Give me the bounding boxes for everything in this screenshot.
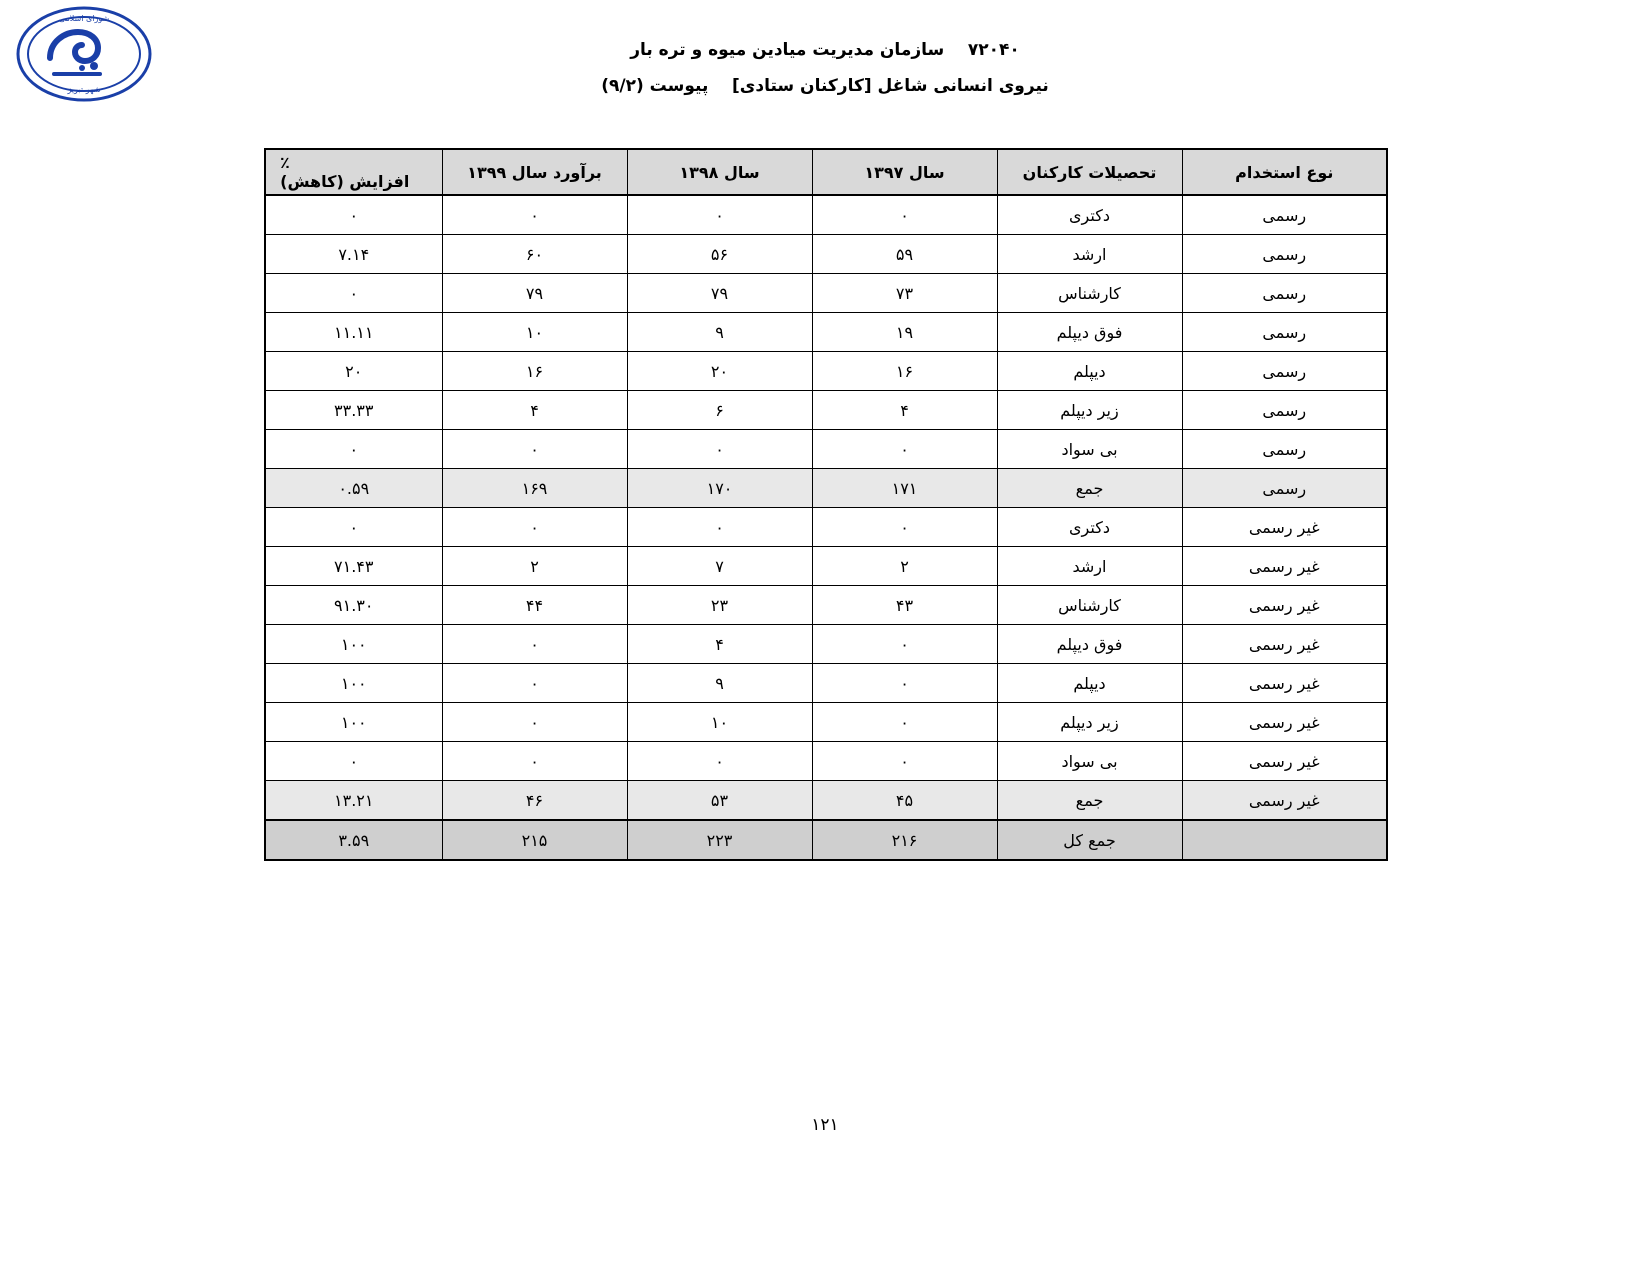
cell-change: ۱۰۰ xyxy=(265,703,442,742)
cell-employment-type: رسمی xyxy=(1182,313,1387,352)
cell-year-1397: ۷۳ xyxy=(812,274,997,313)
table-row xyxy=(265,430,1387,469)
cell-employment-type: رسمی xyxy=(1182,235,1387,274)
cell-employment-type: رسمی xyxy=(1182,274,1387,313)
cell-education: جمع xyxy=(997,469,1182,508)
cell-change: ۰ xyxy=(265,274,442,313)
cell-year-1397: ۰ xyxy=(812,508,997,547)
cell-year-1399: ۴۴ xyxy=(442,586,627,625)
cell-change: ۲۰ xyxy=(265,352,442,391)
cell-year-1398: ۰ xyxy=(627,195,812,235)
cell-education: فوق دیپلم xyxy=(997,313,1182,352)
cell-year-1397: ۴۳ xyxy=(812,586,997,625)
staff-table-container xyxy=(266,148,1388,861)
cell-change: ۷.۱۴ xyxy=(265,235,442,274)
cell-change: ۹۱.۳۰ xyxy=(265,586,442,625)
cell-education: جمع xyxy=(997,781,1182,821)
cell-year-1399: ۰ xyxy=(442,625,627,664)
cell-year-1397: ۲ xyxy=(812,547,997,586)
table-row xyxy=(265,781,1387,821)
cell-year-1398: ۵۶ xyxy=(627,235,812,274)
cell-year-1399: ۰ xyxy=(442,703,627,742)
cell-change: ۱۰۰ xyxy=(265,664,442,703)
header-org-line: ۷۲۰۴۰ سازمان مدیریت میادین میوه و تره بار xyxy=(630,40,1020,60)
cell-year-1397: ۰ xyxy=(812,703,997,742)
table-row xyxy=(265,469,1387,508)
cell-change: ۱۱.۱۱ xyxy=(265,313,442,352)
table-row xyxy=(265,391,1387,430)
cell-education: جمع کل xyxy=(997,820,1182,860)
cell-education: دیپلم xyxy=(997,352,1182,391)
cell-year-1398: ۰ xyxy=(627,430,812,469)
cell-year-1397: ۰ xyxy=(812,430,997,469)
cell-year-1398: ۹ xyxy=(627,313,812,352)
cell-year-1398: ۴ xyxy=(627,625,812,664)
cell-employment-type: رسمی xyxy=(1182,430,1387,469)
document-header xyxy=(0,40,1650,96)
cell-year-1397: ۴ xyxy=(812,391,997,430)
header-year-1399: برآورد سال ۱۳۹۹ xyxy=(442,149,627,195)
cell-education: زیر دیپلم xyxy=(997,703,1182,742)
cell-year-1398: ۲۲۳ xyxy=(627,820,812,860)
table-row xyxy=(265,742,1387,781)
cell-year-1399: ۷۹ xyxy=(442,274,627,313)
cell-year-1399: ۱۰ xyxy=(442,313,627,352)
cell-year-1398: ۲۰ xyxy=(627,352,812,391)
cell-year-1397: ۲۱۶ xyxy=(812,820,997,860)
cell-employment-type: رسمی xyxy=(1182,195,1387,235)
cell-year-1398: ۷۹ xyxy=(627,274,812,313)
cell-year-1398: ۲۳ xyxy=(627,586,812,625)
table-row xyxy=(265,313,1387,352)
table-row xyxy=(265,586,1387,625)
cell-year-1398: ۰ xyxy=(627,508,812,547)
cell-education: بی سواد xyxy=(997,742,1182,781)
cell-employment-type: غیر رسمی xyxy=(1182,547,1387,586)
table-row xyxy=(265,664,1387,703)
table-row xyxy=(265,274,1387,313)
cell-year-1399: ۲۱۵ xyxy=(442,820,627,860)
header-year-1397: سال ۱۳۹۷ xyxy=(812,149,997,195)
cell-year-1399: ۰ xyxy=(442,664,627,703)
cell-year-1399: ۰ xyxy=(442,508,627,547)
cell-employment-type: رسمی xyxy=(1182,469,1387,508)
cell-year-1399: ۱۶ xyxy=(442,352,627,391)
table-row xyxy=(265,352,1387,391)
cell-education: کارشناس xyxy=(997,586,1182,625)
cell-change: ۳.۵۹ xyxy=(265,820,442,860)
cell-employment-type xyxy=(1182,820,1387,860)
table-header-row xyxy=(265,149,1387,195)
cell-education: ارشد xyxy=(997,547,1182,586)
cell-change: ۱۳.۲۱ xyxy=(265,781,442,821)
cell-employment-type: غیر رسمی xyxy=(1182,703,1387,742)
table-row xyxy=(265,508,1387,547)
cell-change: ۰ xyxy=(265,508,442,547)
cell-year-1397: ۴۵ xyxy=(812,781,997,821)
cell-year-1398: ۵۳ xyxy=(627,781,812,821)
cell-year-1398: ۱۰ xyxy=(627,703,812,742)
table-row xyxy=(265,703,1387,742)
cell-year-1398: ۶ xyxy=(627,391,812,430)
cell-year-1399: ۴ xyxy=(442,391,627,430)
cell-change: ۰ xyxy=(265,430,442,469)
svg-text:شهر تبریز: شهر تبریز xyxy=(67,85,101,94)
cell-education: ارشد xyxy=(997,235,1182,274)
header-change-percent-symbol: ٪ xyxy=(280,153,290,172)
table-row xyxy=(265,235,1387,274)
cell-year-1397: ۰ xyxy=(812,195,997,235)
table-row xyxy=(265,547,1387,586)
cell-education: بی سواد xyxy=(997,430,1182,469)
header-title-line: نیروی انسانی شاغل [کارکنان ستادی] پیوست (۹/۲) xyxy=(601,76,1049,96)
cell-year-1399: ۰ xyxy=(442,430,627,469)
cell-education: کارشناس xyxy=(997,274,1182,313)
cell-year-1398: ۷ xyxy=(627,547,812,586)
cell-employment-type: رسمی xyxy=(1182,352,1387,391)
cell-change: ۰ xyxy=(265,195,442,235)
cell-employment-type: غیر رسمی xyxy=(1182,664,1387,703)
table-row xyxy=(265,625,1387,664)
page-number: ۱۲۱ xyxy=(811,1115,839,1135)
cell-employment-type: رسمی xyxy=(1182,391,1387,430)
cell-year-1397: ۱۶ xyxy=(812,352,997,391)
cell-year-1398: ۱۷۰ xyxy=(627,469,812,508)
cell-year-1397: ۵۹ xyxy=(812,235,997,274)
cell-year-1397: ۱۷۱ xyxy=(812,469,997,508)
header-change-label: افزایش (کاهش) xyxy=(280,172,410,191)
cell-employment-type: غیر رسمی xyxy=(1182,586,1387,625)
cell-year-1397: ۰ xyxy=(812,742,997,781)
cell-change: ۰.۵۹ xyxy=(265,469,442,508)
cell-education: دکتری xyxy=(997,508,1182,547)
table-body xyxy=(265,195,1387,860)
cell-employment-type: غیر رسمی xyxy=(1182,625,1387,664)
cell-year-1399: ۰ xyxy=(442,742,627,781)
staff-table xyxy=(264,148,1388,861)
cell-employment-type: غیر رسمی xyxy=(1182,508,1387,547)
header-year-1398: سال ۱۳۹۸ xyxy=(627,149,812,195)
svg-text:شورای اسلامی: شورای اسلامی xyxy=(58,14,110,23)
cell-year-1397: ۰ xyxy=(812,664,997,703)
cell-change: ۷۱.۴۳ xyxy=(265,547,442,586)
cell-education: فوق دیپلم xyxy=(997,625,1182,664)
table-row xyxy=(265,820,1387,860)
cell-change: ۱۰۰ xyxy=(265,625,442,664)
header-education: تحصیلات کارکنان xyxy=(997,149,1182,195)
cell-education: زیر دیپلم xyxy=(997,391,1182,430)
cell-year-1399: ۰ xyxy=(442,195,627,235)
cell-year-1397: ۰ xyxy=(812,625,997,664)
cell-year-1398: ۰ xyxy=(627,742,812,781)
cell-employment-type: غیر رسمی xyxy=(1182,781,1387,821)
cell-education: دیپلم xyxy=(997,664,1182,703)
header-change xyxy=(265,149,442,195)
header-employment-type: نوع استخدام xyxy=(1182,149,1387,195)
cell-year-1399: ۶۰ xyxy=(442,235,627,274)
cell-year-1399: ۲ xyxy=(442,547,627,586)
cell-year-1399: ۱۶۹ xyxy=(442,469,627,508)
cell-change: ۳۳.۳۳ xyxy=(265,391,442,430)
cell-year-1399: ۴۶ xyxy=(442,781,627,821)
cell-employment-type: غیر رسمی xyxy=(1182,742,1387,781)
cell-year-1397: ۱۹ xyxy=(812,313,997,352)
cell-change: ۰ xyxy=(265,742,442,781)
table-row xyxy=(265,195,1387,235)
cell-year-1398: ۹ xyxy=(627,664,812,703)
cell-education: دکتری xyxy=(997,195,1182,235)
